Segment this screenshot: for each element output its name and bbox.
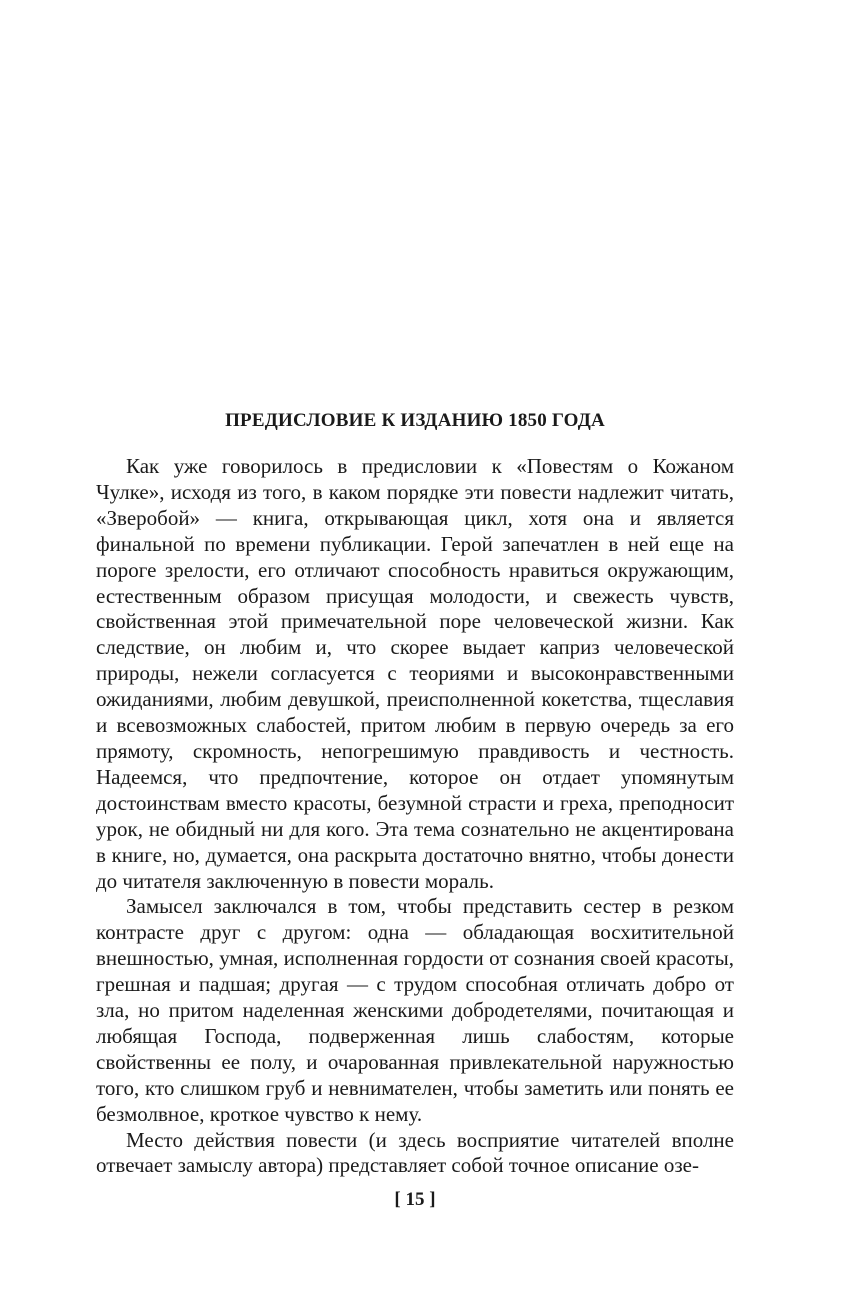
paragraph-1: Как уже говорилось в предисловии к «Повестям о Кожаном Чулке», исходя из того, в каком порядке эти повести надлежит читать, «Зверобой» — книга, открывающая цикл, хотя она и является финальной по времени публикации. Герой запечатлен в ней еще на пороге зрелости, его отличают способность нравиться окружающим, естественным образом присущая молодости, и свежесть чувств, свойственная этой примечательной поре человеческой жизни. Как следствие, он любим и, что скорее выдает каприз человеческой природы, нежели согласуется с теориями и высоконравственными ожиданиями, любим девушкой, преисполненной кокетства, тщеславия и всевозможных слабостей, притом любим в первую очередь за его прямоту, скромность, непогрешимую правдивость и честность. Надеемся, что предпочтение, которое он отдает упомянутым достоинствам вместо красоты, безумной страсти и греха, преподносит урок, не обидный ни для кого. Эта тема сознательно не акцентирована в книге, но, думается, она раскрыта достаточно внятно, чтобы донести до читателя заключенную в повести мораль. <box>96 454 734 893</box>
chapter-heading: ПРЕДИСЛОВИЕ К ИЗДАНИЮ 1850 ГОДА <box>225 410 605 431</box>
body-text <box>96 454 734 1179</box>
page-number: [ 15 ] <box>394 1189 436 1210</box>
book-page <box>96 0 734 1299</box>
paragraph-3: Место действия повести (и здесь восприятие читателей вполне отвечает замыслу автора) представляет собой точное описание озе- <box>96 1127 734 1178</box>
paragraph-2: Замысел заключался в том, чтобы представить сестер в резком контрасте друг с другом: одна — обладающая восхитительной внешностью, умная, исполненная гордости от сознания своей красоты, грешная и падшая; другая — с трудом способная отличать добро от зла, но притом наделенная женскими добродетелями, почитающая и любящая Господа, подверженная лишь слабостям, которые свойственны ее полу, и очарованная привлекательной наружностью того, кто слишком груб и невнимателен, чтобы заметить или понять ее безмолвное, кроткое чувство к нему. <box>96 894 734 1126</box>
